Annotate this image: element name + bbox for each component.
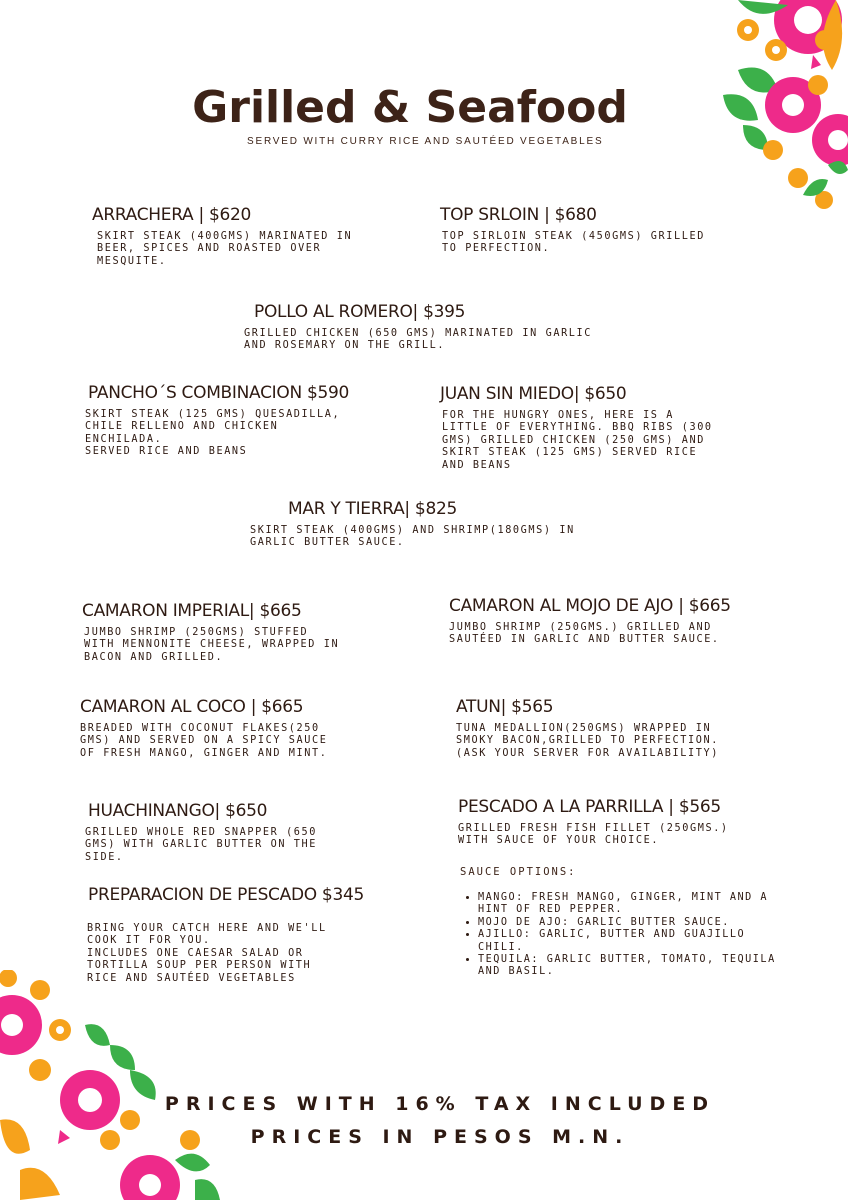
sauce-option: • MOJO DE AJO: GARLIC BUTTER SAUCE. (478, 917, 788, 929)
menu-item-desc: TOP SIRLOIN STEAK (450GMS) GRILLED TO PERFECTION. (442, 231, 705, 255)
menu-item-desc: GRILLED WHOLE RED SNAPPER (650 GMS) WITH GARLIC BUTTER ON THE SIDE. (85, 827, 318, 863)
page-subtitle: SERVED WITH CURRY RICE AND SAUTÉED VEGETABLES (247, 136, 604, 147)
menu-item-desc: FOR THE HUNGRY ONES, HERE IS A LITTLE OF EVERYTHING. BBQ RIBS (300 GMS) GRILLED CHICKEN (250 GMS) AND SKIRT STEAK (125 GMS) SERVED RICE AND BEANS (442, 410, 713, 471)
menu-item-mar-y-tierra (250, 499, 575, 550)
menu-item-name: CAMARON AL COCO | $665 (80, 697, 304, 717)
menu-item-camaron-mojo-de-ajo (449, 596, 731, 647)
menu-item-desc: JUMBO SHRIMP (250GMS.) GRILLED AND SAUTÉED IN GARLIC AND BUTTER SAUCE. (449, 622, 720, 646)
footer-currency-note: PRICES IN PESOS M.N. (250, 1126, 630, 1148)
menu-item-camaron-al-coco (80, 697, 327, 760)
menu-item-desc: SKIRT STEAK (400GMS) AND SHRIMP(180GMS) IN GARLIC BUTTER SAUCE. (250, 525, 575, 549)
menu-item-desc: JUMBO SHRIMP (250GMS) STUFFED WITH MENNONITE CHEESE, WRAPPED IN BACON AND GRILLED. (84, 627, 340, 663)
menu-item-desc: SKIRT STEAK (125 GMS) QUESADILLA, CHILE RELLENO AND CHICKEN ENCHILADA. SERVED RICE AND BEANS (85, 409, 341, 458)
menu-item-name: MAR Y TIERRA| $825 (288, 499, 457, 519)
menu-item-atun (456, 697, 719, 760)
menu-item-desc: GRILLED CHICKEN (650 GMS) MARINATED IN GARLIC AND ROSEMARY ON THE GRILL. (244, 328, 593, 352)
sauce-option: • AJILLO: GARLIC, BUTTER AND GUAJILLO CHILI. (478, 929, 788, 954)
menu-item-name: PANCHO´S COMBINACION $590 (88, 383, 350, 403)
menu-item-arrachera (92, 205, 352, 268)
menu-item-desc: SKIRT STEAK (400GMS) MARINATED IN BEER, SPICES AND ROASTED OVER MESQUITE. (97, 231, 353, 267)
menu-item-name: PREPARACION DE PESCADO $345 (88, 885, 364, 905)
menu-item-name: CAMARON IMPERIAL| $665 (82, 601, 302, 621)
menu-item-name: HUACHINANGO| $650 (88, 801, 268, 821)
menu-item-name: POLLO AL ROMERO| $395 (254, 302, 466, 322)
menu-item-camaron-imperial (82, 601, 339, 664)
menu-item-name: CAMARON AL MOJO DE AJO | $665 (449, 596, 731, 616)
sauce-options-title: SAUCE OPTIONS: (460, 866, 577, 878)
sauce-option: • TEQUILA: GARLIC BUTTER, TOMATO, TEQUILA AND BASIL. (478, 954, 788, 979)
menu-item-name: PESCADO A LA PARRILLA | $565 (458, 797, 721, 817)
menu-item-pescado-a-la-parrilla (458, 797, 729, 848)
menu-item-name: JUAN SIN MIEDO| $650 (440, 384, 627, 404)
menu-item-huachinango (85, 801, 318, 864)
menu-item-pollo-al-romero (244, 302, 593, 353)
floral-corner-decoration-bottom (0, 970, 230, 1200)
menu-item-desc: GRILLED FRESH FISH FILLET (250GMS.) WITH SAUCE OF YOUR CHOICE. (458, 823, 729, 847)
sauce-options-list (462, 892, 788, 979)
page-title: Grilled & Seafood (192, 82, 628, 133)
menu-item-top-sirloin (440, 205, 705, 256)
menu-item-desc: BREADED WITH COCONUT FLAKES(250 GMS) AND SERVED ON A SPICY SAUCE OF FRESH MANGO, GINGER AND MINT. (80, 723, 328, 759)
menu-item-desc: TUNA MEDALLION(250GMS) WRAPPED IN SMOKY BACON,GRILLED TO PERFECTION. (ASK YOUR SERVER FOR AVAILABILITY) (456, 723, 719, 759)
menu-item-name: TOP SRLOIN | $680 (440, 205, 597, 225)
menu-item-desc: BRING YOUR CATCH HERE AND WE'LL COOK IT FOR YOU. INCLUDES ONE CAESAR SALAD OR TORTILLA SOUP PER PERSON WITH RICE AND SAUTÉED VEGETABLES (87, 923, 327, 984)
menu-item-juan-sin-miedo (440, 384, 713, 472)
menu-item-name: ATUN| $565 (456, 697, 554, 717)
menu-item-preparacion-de-pescado (88, 885, 364, 985)
menu-item-panchos-combinacion (85, 383, 350, 459)
footer-tax-note: PRICES WITH 16% TAX INCLUDED (164, 1093, 716, 1115)
sauce-option: • MANGO: FRESH MANGO, GINGER, MINT AND A HINT OF RED PEPPER. (478, 892, 788, 917)
menu-item-name: ARRACHERA | $620 (92, 205, 252, 225)
